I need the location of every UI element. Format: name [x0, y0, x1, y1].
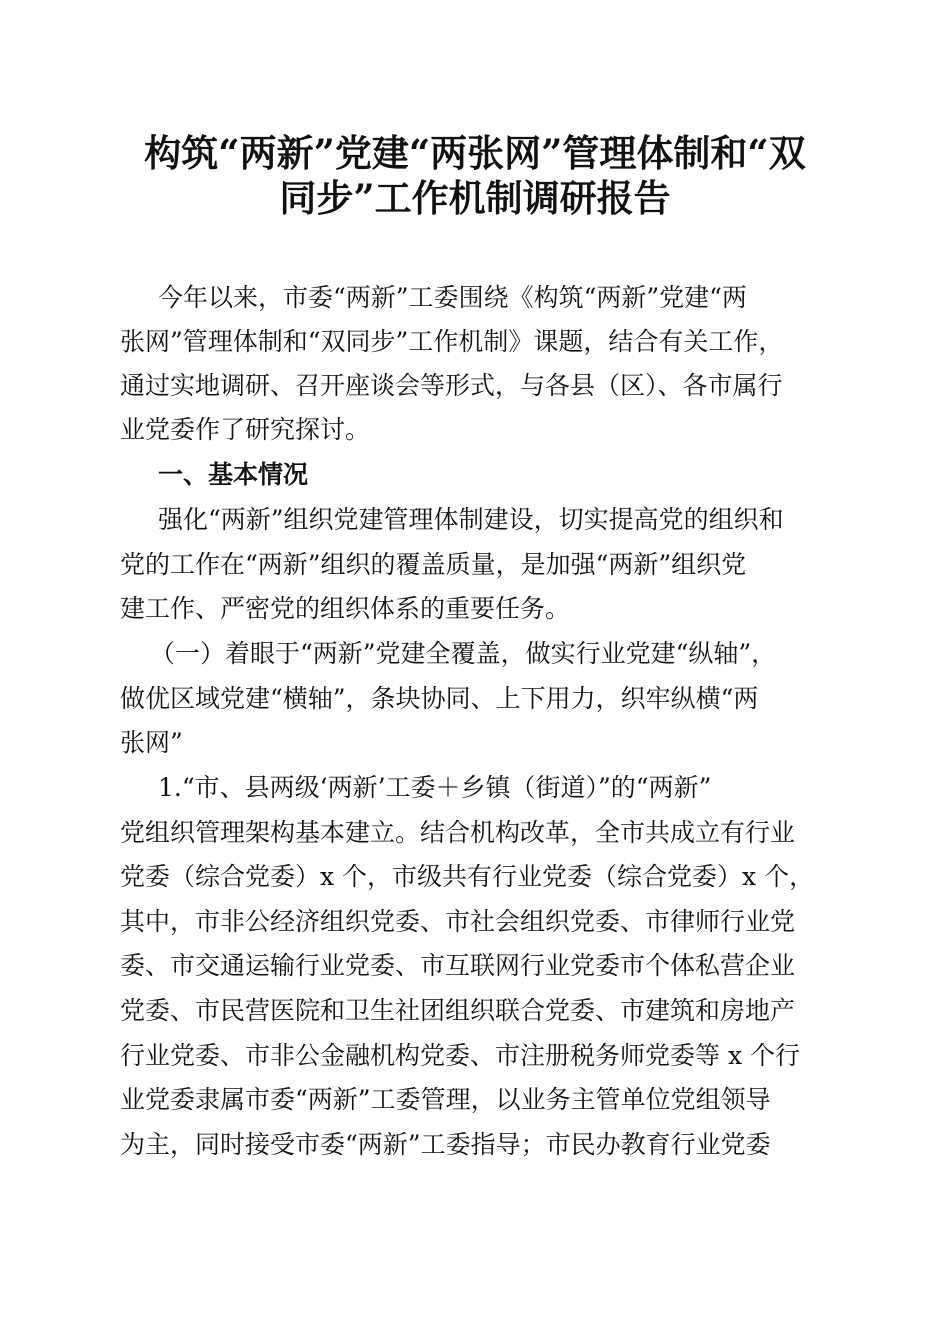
text-line: 强化“两新”组织党建管理体制建设，切实提高党的组织和	[158, 505, 784, 534]
text-line: 其中，市非公经济组织党委、市社会组织党委、市律师行业党	[120, 907, 796, 936]
text-line: 张网”管理体制和“双同步”工作机制》课题，结合有关工作，	[120, 327, 784, 356]
text-line: 委、市交通运输行业党委、市互联网行业党委市个体私营企业	[120, 951, 796, 980]
document-title-line-2: 同步”工作机制调研报告	[279, 176, 671, 220]
text-line: 通过实地调研、召开座谈会等形式，与各县（区）、各市属行	[120, 371, 783, 400]
text-line: 党委、市民营医院和卫生社团组织联合党委、市建筑和房地产	[120, 996, 796, 1025]
text-line: 业党委作了研究探讨。	[120, 415, 371, 444]
text-line: 党的工作在“两新”组织的覆盖质量，是加强“两新”组织党	[120, 550, 747, 579]
text-line: 做优区域党建“横轴”，条块协同、上下用力，织牢纵横“两	[120, 684, 759, 713]
text-line: 今年以来，市委“两新”工委围绕《构筑“两新”党建“两	[158, 283, 747, 312]
text-line: 行业党委、市非公金融机构党委、市注册税务师党委等 x 个行	[120, 1041, 800, 1070]
text-line: 为主，同时接受市委“两新”工委指导；市民办教育行业党委	[120, 1130, 771, 1159]
section-heading: 一、基本情况	[158, 460, 309, 489]
text-line: 张网”	[120, 728, 183, 757]
text-line: （一）着眼于“两新”党建全覆盖，做实行业党建“纵轴”，	[150, 639, 777, 668]
text-line: 建工作、严密党的组织体系的重要任务。	[120, 594, 571, 623]
text-line: 党委（综合党委）x 个，市级共有行业党委（综合党委）x 个，	[120, 862, 815, 891]
document-title-line-1: 构筑“两新”党建“两张网”管理体制和“双	[144, 131, 806, 175]
text-line: 业党委隶属市委“两新”工委管理，以业务主管单位党组领导	[120, 1085, 771, 1114]
text-line: 1.“市、县两级‘两新’工委＋乡镇（街道）”的“两新”	[158, 773, 712, 802]
text-line: 党组织管理架构基本建立。结合机构改革，全市共成立有行业	[120, 818, 796, 847]
